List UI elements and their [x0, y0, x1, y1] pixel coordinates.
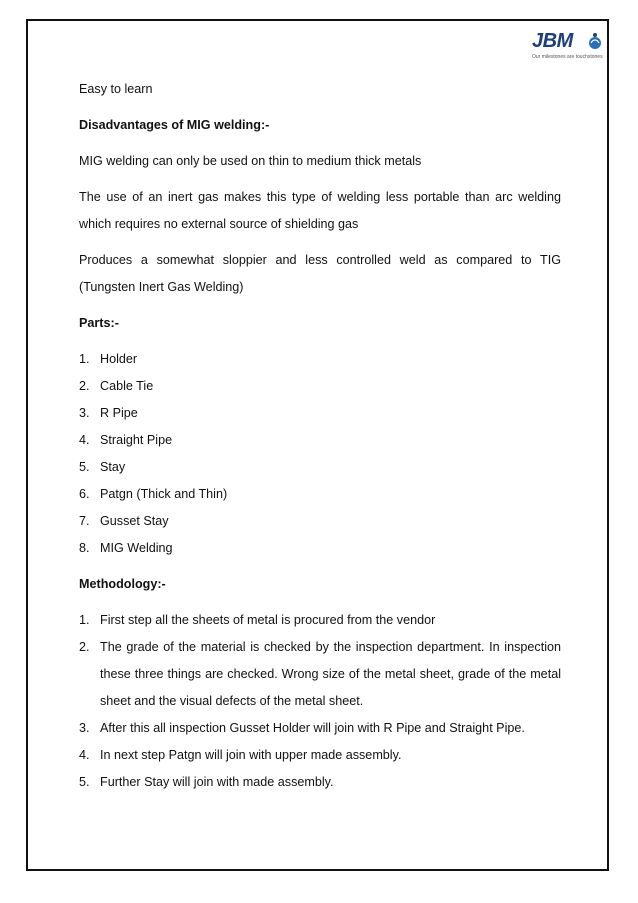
parts-list — [79, 346, 561, 562]
list-number: 4. — [79, 748, 90, 762]
list-text: Straight Pipe — [100, 433, 173, 447]
list-number: 4. — [79, 433, 90, 447]
list-item — [79, 508, 561, 535]
list-number: 3. — [79, 406, 90, 420]
list-number: 3. — [79, 721, 90, 735]
list-number: 1. — [79, 613, 90, 627]
disadvantages-heading: Disadvantages of MIG welding:- — [79, 118, 270, 132]
methodology-heading: Methodology:- — [79, 577, 166, 591]
list-item — [79, 373, 561, 400]
list-text: Gusset Stay — [100, 514, 169, 528]
list-text: Further Stay will join with made assembly. — [100, 775, 334, 789]
list-text: After this all inspection Gusset Holder will join with R Pipe and Straight Pipe. — [100, 721, 525, 735]
list-text: First step all the sheets of metal is procured from the vendor — [100, 613, 436, 627]
list-item — [79, 769, 561, 796]
list-number: 6. — [79, 487, 90, 501]
list-text: Patgn (Thick and Thin) — [100, 487, 228, 501]
list-text: Holder — [100, 352, 138, 366]
list-text: Cable Tie — [100, 379, 154, 393]
logo-globe-icon — [588, 32, 602, 50]
list-number: 5. — [79, 775, 90, 789]
document-body — [79, 76, 561, 796]
list-number: 7. — [79, 514, 90, 528]
list-item — [79, 607, 561, 634]
disadvantage-paragraph: MIG welding can only be used on thin to medium thick metals — [79, 154, 422, 168]
intro-text: Easy to learn — [79, 82, 153, 96]
company-logo — [532, 28, 608, 64]
list-item — [79, 346, 561, 373]
disadvantage-paragraph: The use of an inert gas makes this type of welding less portable than arc welding which requires no external source of shielding gas — [79, 190, 561, 231]
list-item — [79, 481, 561, 508]
list-item — [79, 742, 561, 769]
list-text: In next step Patgn will join with upper made assembly. — [100, 748, 402, 762]
list-text: Stay — [100, 460, 126, 474]
list-text: MIG Welding — [100, 541, 173, 555]
list-item — [79, 400, 561, 427]
list-item — [79, 634, 561, 715]
disadvantage-paragraph: Produces a somewhat sloppier and less controlled weld as compared to TIG (Tungsten Inert Gas Welding) — [79, 253, 561, 294]
list-item — [79, 454, 561, 481]
list-number: 8. — [79, 541, 90, 555]
logo-wordmark: JBM — [532, 30, 573, 52]
list-number: 2. — [79, 640, 90, 654]
list-number: 1. — [79, 352, 90, 366]
list-text: R Pipe — [100, 406, 138, 420]
methodology-list — [79, 607, 561, 796]
list-item — [79, 427, 561, 454]
list-number: 5. — [79, 460, 90, 474]
parts-heading: Parts:- — [79, 316, 119, 330]
list-item — [79, 535, 561, 562]
list-item — [79, 715, 561, 742]
logo-tagline: Our milestones are touchstones — [532, 54, 603, 60]
list-text: The grade of the material is checked by the inspection department. In inspection these three things are checked. Wrong size of the metal sheet, grade of the metal sheet and the visual defects of the metal sheet. — [100, 640, 561, 708]
list-number: 2. — [79, 379, 90, 393]
